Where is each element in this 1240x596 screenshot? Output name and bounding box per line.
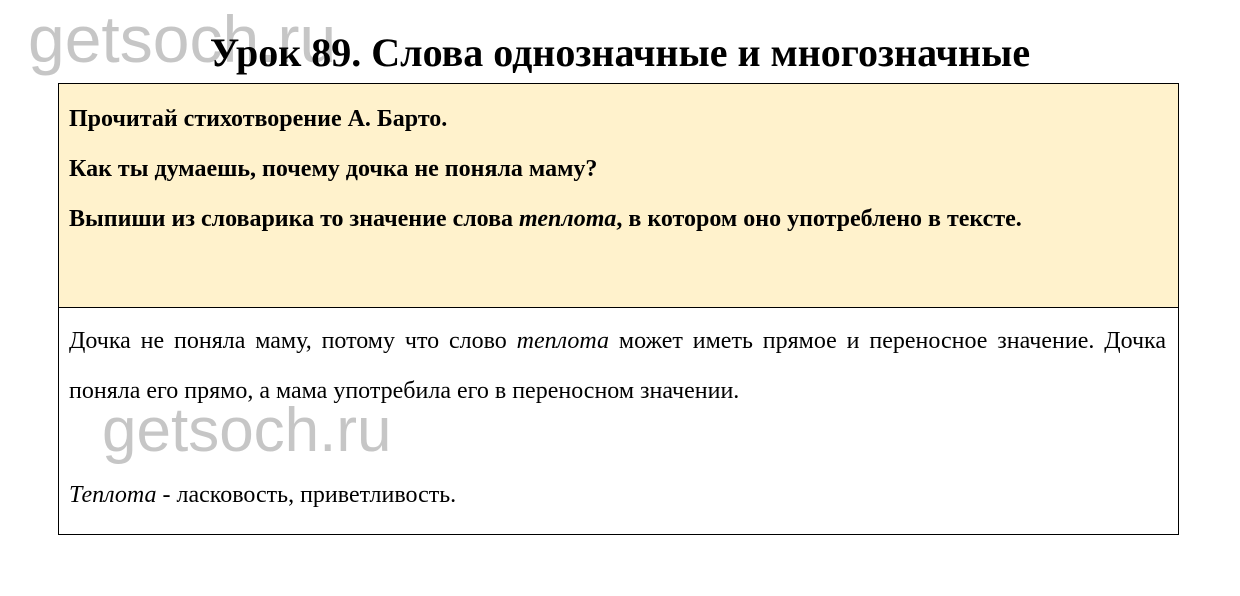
watermark-middle: getsoch.ru (102, 396, 392, 465)
exercise-table (58, 83, 1179, 535)
task-line-3-end: , в котором оно употреблено в тексте. (616, 206, 1022, 232)
watermark-top: getsoch.ru (28, 2, 337, 76)
task-cell (59, 84, 1178, 308)
answer-spacer (69, 416, 1166, 470)
answer-keyword: теплота (516, 328, 610, 354)
definition-text: - ласковость, приветливость. (156, 482, 457, 508)
answer-paragraph-1 (69, 316, 1166, 416)
page-title: Урок 89. Слова однозначные и многозначные (209, 30, 1031, 75)
task-line-3 (69, 194, 1166, 244)
answer-p1-end: может иметь прямое и переносное значение. Дочка поняла его прямо, а мама употребила его в переносном значении. (69, 328, 1166, 404)
answer-cell (59, 308, 1178, 534)
task-line-3-start: Выпиши из словарика то значение слова (69, 206, 520, 232)
task-line-1: Прочитай стихотворение А. Барто. (69, 106, 448, 132)
task-line-2: Как ты думаешь, почему дочка не поняла маму? (69, 156, 598, 182)
answer-paragraph-2 (69, 470, 1166, 520)
definition-term: Теплота (69, 482, 157, 508)
answer-p1-start: Дочка не поняла маму, потому что слово (69, 328, 517, 354)
task-keyword: теплота (519, 206, 617, 232)
